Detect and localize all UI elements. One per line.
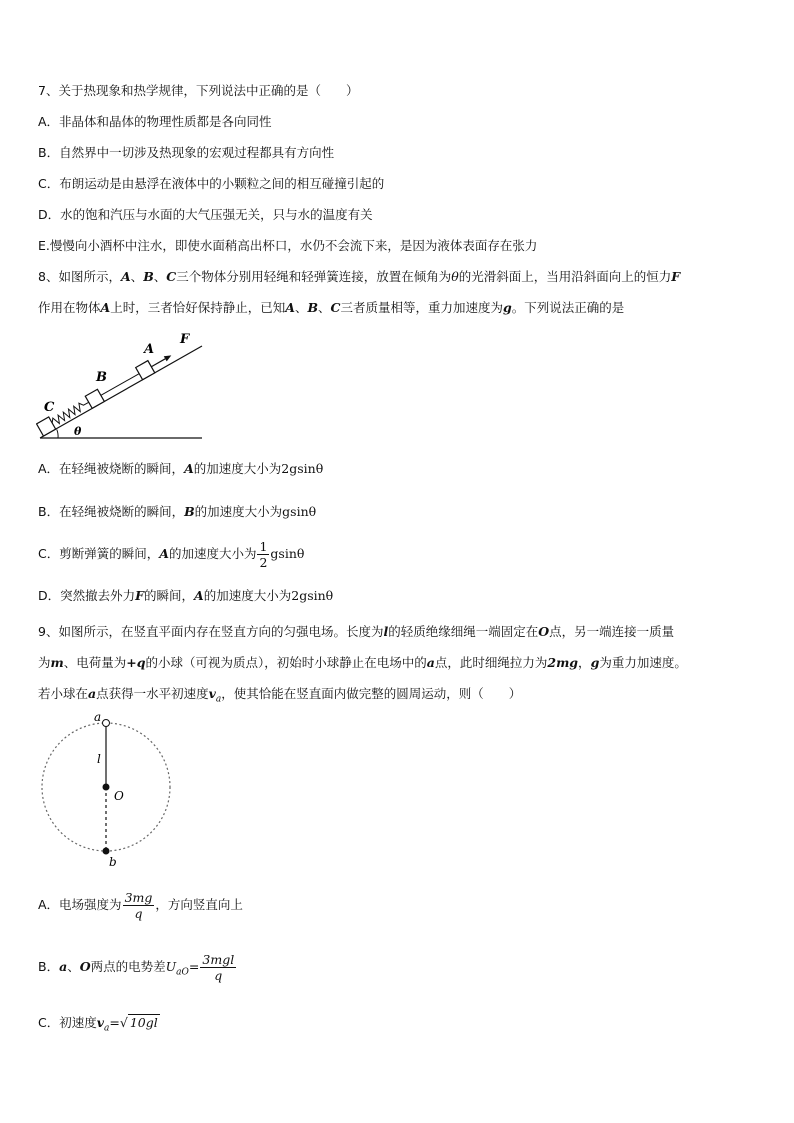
point-o [103,784,110,791]
block-a [136,361,155,380]
q8-option-d: D．突然撤去外力F的瞬间，A的加速度大小为2gsinθ [38,588,334,603]
q7-option-e: E.慢慢向小酒杯中注水，即使水面稍高出杯口，水仍不会流下来，是因为液体表面存在张力 [38,238,538,253]
sqrt-10gl: √ 10gl [119,1015,158,1030]
q7-stem: 7、关于热现象和热学规律，下列说法中正确的是（ ） [38,83,359,98]
q8-theta-label: θ [74,425,82,438]
q8-option-c: C．剪断弹簧的瞬间，A的加速度大小为 $\frac{1}{2}$ gsinθ [38,539,305,570]
force-arrow [151,359,165,367]
q8-stem-line2: 作用在物体A上时，三者恰好保持静止，已知A、B、C三者质量相等，重力加速度为g。下列说法正确的是 [38,300,625,315]
point-b [103,848,110,855]
q7-option-b: B．自然界中一切涉及热现象的宏观过程都具有方向性 [38,145,335,160]
label-a: A [144,342,155,357]
q9-option-a: A．电场强度为 $\frac{3mg}{q}$ ，方向竖直向上 [38,890,243,921]
q8-option-b: B．在轻绳被烧断的瞬间，B的加速度大小为gsinθ [38,504,317,519]
q9-stem-line2: 为m、电荷量为+q的小球（可视为质点），初始时小球静止在电场中的a点，此时细绳拉力为2mg，g为重力加速度。 [38,655,687,670]
q9-option-c: C．初速度$v_a=√$ 10gl [38,1015,158,1034]
q8-incline-figure [36,330,206,442]
q7-option-d: D．水的饱和汽压与水面的大气压强无关，只与水的温度有关 [38,207,373,222]
q7-option-c: C．布朗运动是由悬浮在液体中的小颗粒之间的相互碰撞引起的 [38,176,385,191]
label-f: F [180,332,190,347]
label-a: a [94,710,102,724]
q7-option-a: A．非晶体和晶体的物理性质都是各向同性 [38,114,272,129]
fraction-3mg-over-q: $\frac{3mg}{q}$ [124,890,153,921]
label-l: l [97,752,101,766]
label-b: B [96,370,107,385]
point-a [103,720,110,727]
q8-stem-line1: 8、如图所示，A、B、C三个物体分别用轻绳和轻弹簧连接，放置在倾角为θ的光滑斜面上，当用沿斜面向上的恒力F [38,269,681,284]
q9-stem-line1: 9、如图所示，在竖直平面内存在竖直方向的匀强电场。长度为l的轻质绝缘细绳一端固定在O点，另一端连接一质量 [38,624,675,639]
fraction-3mgl-over-q: $\frac{\text{3mgl}}{q}$ [202,952,235,983]
q8-option-a: A．在轻绳被烧断的瞬间，A的加速度大小为2gsinθ [38,461,324,476]
q9-stem-line3: 若小球在a点获得一水平初速度$v_a$，使其恰能在竖直面内做完整的圆周运动，则（ ） [38,686,522,705]
label-c: C [44,400,55,415]
fraction-half: $\frac{1}{2}$ [259,539,268,570]
label-o: O [114,789,124,803]
q9-option-b: B．a、O两点的电势差$U_{aO}=$ $\frac{\text{3mgl}}{q}$ [38,952,235,983]
block-b [85,389,104,408]
label-b: b [109,855,117,869]
q9-circle-figure [36,710,186,872]
